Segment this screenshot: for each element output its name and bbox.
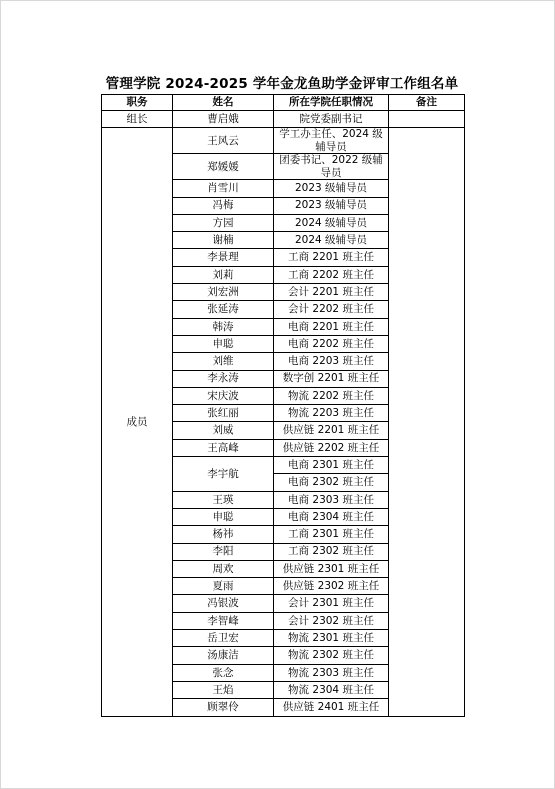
member-name-cell: 冯梅 bbox=[173, 197, 274, 214]
member-position-cell: 物流 2301 班主任 bbox=[274, 630, 389, 647]
member-position-cell: 工商 2302 班主任 bbox=[274, 543, 389, 560]
member-position-cell: 供应链 2201 班主任 bbox=[274, 422, 389, 439]
member-position-cell: 会计 2301 班主任 bbox=[274, 595, 389, 612]
member-position-cell: 供应链 2301 班主任 bbox=[274, 560, 389, 577]
leader-name-cell: 曹启娥 bbox=[173, 111, 274, 128]
member-name-cell: 顾翠伶 bbox=[173, 699, 274, 716]
member-position-cell: 2024 级辅导员 bbox=[274, 232, 389, 249]
member-name-cell: 刘维 bbox=[173, 353, 274, 370]
member-position-cell: 2023 级辅导员 bbox=[274, 197, 389, 214]
leader-row bbox=[102, 111, 465, 128]
member-name-cell: 王焰 bbox=[173, 681, 274, 698]
member-position-cell: 物流 2303 班主任 bbox=[274, 664, 389, 681]
member-name-cell: 王高峰 bbox=[173, 439, 274, 456]
leader-role-cell: 组长 bbox=[102, 111, 173, 128]
member-name-cell: 杨祎 bbox=[173, 526, 274, 543]
member-position-cell: 会计 2302 班主任 bbox=[274, 612, 389, 629]
member-name-cell: 李永涛 bbox=[173, 370, 274, 387]
member-position-cell: 工商 2202 班主任 bbox=[274, 266, 389, 283]
member-name-cell: 肖雪川 bbox=[173, 180, 274, 197]
member-position-cell: 电商 2202 班主任 bbox=[274, 335, 389, 352]
member-name-cell: 李阳 bbox=[173, 543, 274, 560]
member-name-cell: 李智峰 bbox=[173, 612, 274, 629]
member-name-cell: 汤康洁 bbox=[173, 647, 274, 664]
member-position-cell: 电商 2302 班主任 bbox=[274, 474, 389, 491]
committee-roster-table bbox=[101, 94, 465, 717]
member-name-cell: 郑媛媛 bbox=[173, 154, 274, 180]
member-position-cell: 供应链 2302 班主任 bbox=[274, 578, 389, 595]
member-position-cell: 会计 2202 班主任 bbox=[274, 301, 389, 318]
members-role-cell: 成员 bbox=[102, 128, 173, 716]
member-name-cell: 岳卫宏 bbox=[173, 630, 274, 647]
member-name-cell: 韩涛 bbox=[173, 318, 274, 335]
member-position-cell: 供应链 2401 班主任 bbox=[274, 699, 389, 716]
header-position: 所在学院任职情况 bbox=[274, 95, 389, 111]
member-position-cell: 电商 2201 班主任 bbox=[274, 318, 389, 335]
member-position-cell: 团委书记、2022 级辅导员 bbox=[274, 154, 389, 180]
member-name-cell: 张延涛 bbox=[173, 301, 274, 318]
member-name-cell: 刘莉 bbox=[173, 266, 274, 283]
member-position-cell: 物流 2304 班主任 bbox=[274, 681, 389, 698]
table-header-row bbox=[102, 95, 465, 111]
member-name-cell: 王瑛 bbox=[173, 491, 274, 508]
member-name-cell: 王风云 bbox=[173, 128, 274, 154]
member-name-cell: 刘宏洲 bbox=[173, 284, 274, 301]
member-name-cell: 宋庆波 bbox=[173, 387, 274, 404]
member-position-cell: 电商 2304 班主任 bbox=[274, 508, 389, 525]
member-name-cell: 李宇航 bbox=[173, 457, 274, 492]
member-name-cell: 周欢 bbox=[173, 560, 274, 577]
member-position-cell: 学工办主任、2024 级辅导员 bbox=[274, 128, 389, 154]
member-position-cell: 物流 2203 班主任 bbox=[274, 405, 389, 422]
member-name-cell: 李景理 bbox=[173, 249, 274, 266]
member-name-cell: 谢楠 bbox=[173, 232, 274, 249]
member-position-cell: 工商 2301 班主任 bbox=[274, 526, 389, 543]
member-position-cell: 物流 2202 班主任 bbox=[274, 387, 389, 404]
member-position-cell: 供应链 2202 班主任 bbox=[274, 439, 389, 456]
leader-position-cell: 院党委副书记 bbox=[274, 111, 389, 128]
header-role: 职务 bbox=[102, 95, 173, 111]
leader-note-cell bbox=[389, 111, 465, 128]
member-row bbox=[102, 128, 465, 154]
member-position-cell: 会计 2201 班主任 bbox=[274, 284, 389, 301]
member-name-cell: 申聪 bbox=[173, 335, 274, 352]
header-name: 姓名 bbox=[173, 95, 274, 111]
document-title: 管理学院 2024-2025 学年金龙鱼助学金评审工作组名单 bbox=[105, 76, 459, 92]
member-name-cell: 刘威 bbox=[173, 422, 274, 439]
member-position-cell: 工商 2201 班主任 bbox=[274, 249, 389, 266]
member-position-cell: 2024 级辅导员 bbox=[274, 214, 389, 231]
members-note-cell bbox=[389, 128, 465, 716]
member-name-cell: 张红丽 bbox=[173, 405, 274, 422]
member-name-cell: 方园 bbox=[173, 214, 274, 231]
member-name-cell: 张念 bbox=[173, 664, 274, 681]
member-name-cell: 夏雨 bbox=[173, 578, 274, 595]
member-position-cell: 2023 级辅导员 bbox=[274, 180, 389, 197]
member-name-cell: 申聪 bbox=[173, 508, 274, 525]
member-name-cell: 冯银波 bbox=[173, 595, 274, 612]
member-position-cell: 电商 2203 班主任 bbox=[274, 353, 389, 370]
header-note: 备注 bbox=[389, 95, 465, 111]
member-position-cell: 数字创 2201 班主任 bbox=[274, 370, 389, 387]
member-position-cell: 电商 2301 班主任 bbox=[274, 457, 389, 474]
member-position-cell: 电商 2303 班主任 bbox=[274, 491, 389, 508]
member-position-cell: 物流 2302 班主任 bbox=[274, 647, 389, 664]
